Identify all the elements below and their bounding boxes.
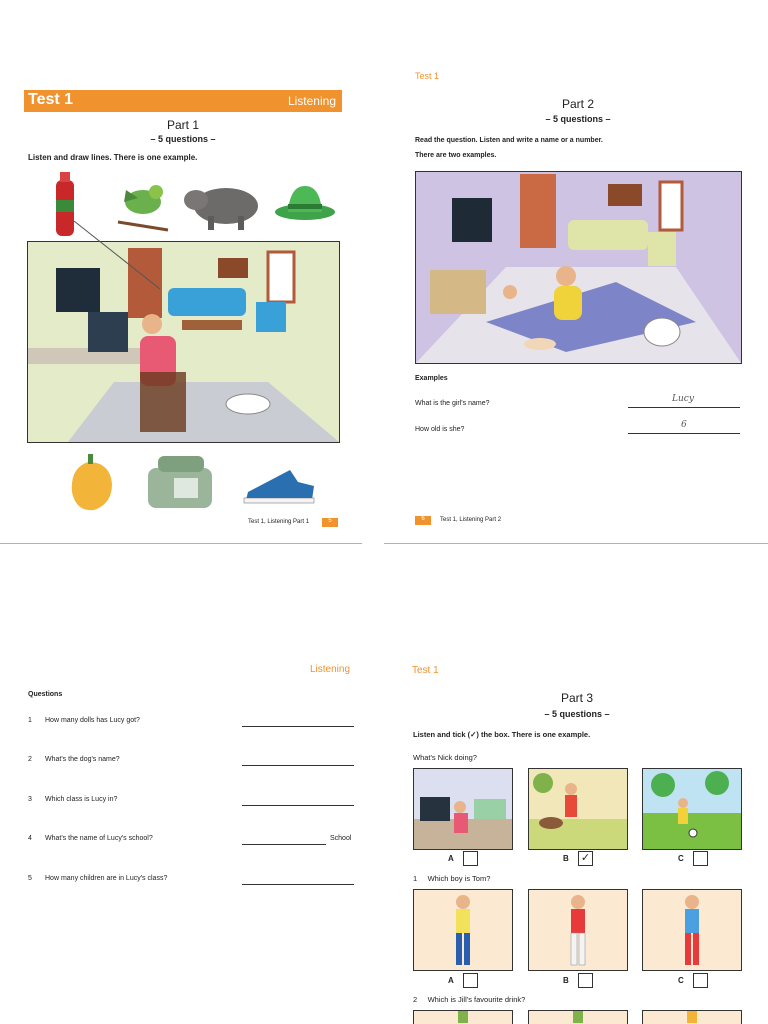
examples-heading: Examples xyxy=(415,375,448,382)
answer-line-1 xyxy=(628,407,740,408)
q2-option-a-image[interactable] xyxy=(413,1010,513,1024)
q1-checkbox-b[interactable] xyxy=(578,973,593,988)
part-title: Part 1 xyxy=(166,118,199,132)
pepper-image[interactable] xyxy=(72,454,112,510)
q1-checkbox-c[interactable] xyxy=(693,973,708,988)
example-label-a: A xyxy=(448,854,454,863)
page-number: 5 xyxy=(322,518,338,527)
example-option-b-image[interactable] xyxy=(528,768,628,850)
q1-label-b: B xyxy=(563,976,569,985)
instruction: Listen and tick (✓) the box. There is one example. xyxy=(413,730,591,739)
instruction: Listen and draw lines. There is one example. xyxy=(28,153,198,162)
page-3 xyxy=(0,545,362,1024)
telephone-image[interactable] xyxy=(148,456,212,508)
q1-option-b-image[interactable] xyxy=(528,889,628,971)
answer-line-2[interactable] xyxy=(242,765,354,766)
instruction-1: Read the question. Listen and write a name or a number. xyxy=(415,137,603,144)
question-2-number: 2 xyxy=(28,756,32,763)
example-answer-1: Lucy xyxy=(672,394,694,404)
question-2: 2 Which is Jill's favourite drink? xyxy=(413,995,526,1004)
divider-left-top xyxy=(0,543,362,544)
example-question-2: How old is she? xyxy=(415,426,465,433)
question-4-text: What's the name of Lucy's school? xyxy=(45,835,153,842)
question-3-text: Which class is Lucy in? xyxy=(45,796,118,803)
example-label-c: C xyxy=(678,854,684,863)
example-label-b: B xyxy=(563,854,569,863)
questions-count: – 5 questions – xyxy=(545,114,611,124)
question-4-suffix: School xyxy=(330,835,352,842)
q2-option-c-image[interactable] xyxy=(642,1010,742,1024)
questions-heading: Questions xyxy=(28,691,63,698)
answer-line-3[interactable] xyxy=(242,805,354,806)
question-5-text: How many children are in Lucy's class? xyxy=(45,875,168,882)
divider-right-top xyxy=(384,543,768,544)
page-1 xyxy=(0,50,360,542)
q2-option-b-image[interactable] xyxy=(528,1010,628,1024)
example-checkbox-a[interactable] xyxy=(463,851,478,866)
q1-option-c-image[interactable] xyxy=(642,889,742,971)
question-2-text: What's the dog's name? xyxy=(45,756,120,763)
q1-checkbox-a[interactable] xyxy=(463,973,478,988)
page-4 xyxy=(384,545,768,1024)
page-footer: Test 1, Listening Part 2 xyxy=(440,517,502,523)
questions-count: – 5 questions – xyxy=(544,709,610,719)
question-5-number: 5 xyxy=(28,875,32,882)
banner-title: Test 1 xyxy=(28,91,74,108)
example-checkbox-c[interactable] xyxy=(693,851,708,866)
example-option-c-image[interactable] xyxy=(642,768,742,850)
shoe-image[interactable] xyxy=(244,470,314,503)
part-title: Part 2 xyxy=(561,97,594,111)
question-1: 1 Which boy is Tom? xyxy=(413,874,491,883)
answer-line-5[interactable] xyxy=(242,884,354,885)
section-header: Listening xyxy=(310,664,351,675)
part-title: Part 3 xyxy=(560,691,593,705)
test-header: Test 1 xyxy=(412,665,439,676)
answer-line-4[interactable] xyxy=(242,844,326,845)
page-2 xyxy=(384,50,768,542)
questions-count: – 5 questions – xyxy=(150,134,216,144)
test-header: Test 1 xyxy=(415,71,440,81)
question-4-number: 4 xyxy=(28,835,32,842)
bottom-picture-row xyxy=(28,448,348,520)
question-1-number: 1 xyxy=(28,717,32,724)
banner-section: Listening xyxy=(287,94,336,108)
answer-line-1[interactable] xyxy=(242,726,354,727)
q1-label-a: A xyxy=(448,976,454,985)
bedroom-scene xyxy=(415,171,742,364)
example-option-a-image[interactable] xyxy=(413,768,513,850)
q1-label-c: C xyxy=(678,976,684,985)
page-number: 6 xyxy=(415,516,431,525)
question-3-number: 3 xyxy=(28,796,32,803)
question-1-text: How many dolls has Lucy got? xyxy=(45,717,140,724)
q1-option-a-image[interactable] xyxy=(413,889,513,971)
example-answer-2: 6 xyxy=(681,420,687,430)
page-footer: Test 1, Listening Part 1 xyxy=(248,519,310,525)
answer-line-2 xyxy=(628,433,740,434)
instruction-2: There are two examples. xyxy=(415,152,497,159)
example-question: What's Nick doing? xyxy=(413,753,477,762)
bedroom-illustration xyxy=(416,172,741,363)
example-checkbox-b[interactable]: ✓ xyxy=(578,851,593,866)
example-question-1: What is the girl's name? xyxy=(415,400,490,407)
